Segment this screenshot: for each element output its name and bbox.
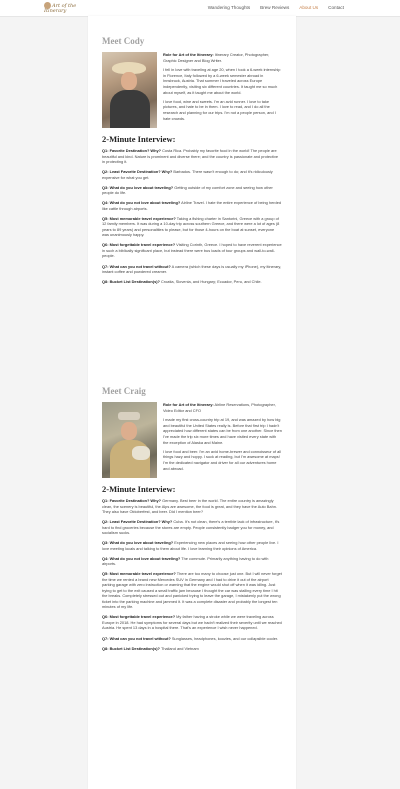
craig-bio-2: I love food and beer. I'm an avid home-brewer and connoisseur of all things hazy and hoppy. I suck at reading, but I'm awesome at maps! I'm the dedicated navigator and driver for all our adventures home and abroad. xyxy=(163,448,281,471)
logo-text: Art of the Itinerary xyxy=(44,3,77,14)
craig-qa-2: Q2: Least Favorite Destination? Why? Cuba. It's not clean, there's a terrible lack of infrastructure, it's hard to find groceries because the stores are empty. People consistently badger you for money, and socialism sucks. xyxy=(102,519,280,536)
craig-qa-8: Q8: Bucket List Destination(s)? Thailand and Vietnam xyxy=(102,645,199,651)
nav-brew-reviews[interactable]: Brew Reviews xyxy=(260,5,290,10)
cody-qa-2: Q2: Least Favorite Destination? Why? Barbados. There wasn't enough to do; and it's ridiculously expensive for what you get. xyxy=(102,169,273,180)
main-content xyxy=(88,16,296,789)
meet-cody-heading: Meet Cody xyxy=(102,36,145,46)
cody-bio-2: I love food, wine and sweets. I'm an avid runner. I love to take pictures, and hate to be in them. I love to read, and I do all the research and planning for our trips. I'm not a people person, and I hate crowds. xyxy=(163,98,276,121)
nav-about-us[interactable]: About Us xyxy=(299,5,319,10)
craig-qa-4: Q4: What do you not love about traveling? The commute. Primarily anything having to do with airports. xyxy=(102,555,269,567)
cody-qa-3: Q3: What do you love about traveling? Getting outside of my comfort zone and seeing how other people do life. xyxy=(102,184,273,196)
cody-photo xyxy=(102,52,157,128)
craig-qa-3: Q3: What do you love about traveling? Experiencing new places and seeing how other people live. I love meeting locals and talking to them about life. I love learning their opinions of America. xyxy=(102,540,279,551)
craig-bio-1: I made my first cross-country trip at 19, and was amazed by how big and beautiful the United States really is. Before that first trip I hadn't appreciated how different states can be from one another. Since then I've made the trip six more times and have visited every state with the exception of Alaska and Maine. xyxy=(163,416,282,445)
site-logo[interactable] xyxy=(44,2,80,14)
craig-role: Role for Art of the Itinerary: Airline Reservations, Photographer, Video Editor and CFO xyxy=(163,402,276,413)
cody-qa-8: Q8: Bucket List Destination(s)? Croatia, Slovenia, and Hungary; Ecuador, Peru, and Chile. xyxy=(102,279,262,285)
site-header xyxy=(0,0,400,17)
cody-qa-1: Q1: Favorite Destination? Why? Costa Rica. Probably my favorite food in the world! The people are beautiful and kind. Nature is prominent and diverse there; and the country is passionate and protective in protecting it. xyxy=(102,148,279,164)
cody-bio-1: I fell in love with traveling at age 20, when I took a 6-week internship in Florence, Italy followed by a 6-week semester abroad in Innsbruck, Austria. That summer I traveled across Europe independently, visiting six different countries. It taught me so much about myself, as it taught me about the world. xyxy=(163,66,281,95)
meet-craig-heading: Meet Craig xyxy=(102,386,146,396)
nav-contact[interactable]: Contact xyxy=(328,5,344,10)
cody-qa-6: Q6: Most forgettable travel experience? Visiting Corinth, Greece. I hoped to have reverent experience in such a biblically significant place, but instead there were bus loads of tour groups and wall-to-wall-people. xyxy=(102,242,282,259)
craig-qa-6: Q6: Most forgettable travel experience? My father having a stroke while we were traveling across Europe in 2018. He had symptoms for several days but we hadn't realized their severity until we reached Austria. He spent 13 days in a hospital there. That's an experience I wish never happened. xyxy=(102,614,282,631)
cody-role: Role for Art of the Itinerary: Itinerary Creator, Photographer, Graphic Designer and Blog Writer. xyxy=(163,52,270,63)
cody-qa-5: Q5: Most memorable travel experience? Taking a fishing charter in Santorini, Greece with a group of 12 family members. It was during a 10-day trip across southern Greece, and there were a lot of ages (8 years to 89 years) and personalities to please, but for those 4-hours on the boat at sunset, everyone was unanimously happy. xyxy=(102,215,280,238)
cody-qa-7: Q7: What can you not travel without? A camera (which these days is usually my iPhone), my itinerary, instant coffee and powdered creamer. xyxy=(102,263,282,275)
cody-interview-title: 2-Minute Interview: xyxy=(102,134,176,144)
cody-bio xyxy=(102,52,282,128)
cody-section xyxy=(102,36,282,289)
craig-qa-1: Q1: Favorite Destination? Why? Germany. Best beer in the world. The entire country is amazingly clean, the scenery is beautiful, the Alps are awesome, the food is great, and they have the Auto Bahn. They also have Oktoberfest, and beer. Did I mention beer? xyxy=(102,498,277,514)
cody-qa-4: Q4: What do you not love about traveling? Airline Travel. I hate the entire experience of being herded like cattle through airports. xyxy=(102,200,282,211)
nav-wandering-thoughts[interactable]: Wandering Thoughts xyxy=(207,5,251,10)
craig-photo xyxy=(102,402,157,478)
craig-bio xyxy=(102,402,282,478)
craig-qa-7: Q7: What can you not travel without? Sunglasses, headphones, koozies, and our collapsible cooler. xyxy=(102,635,279,641)
main-nav xyxy=(208,4,344,12)
craig-section xyxy=(102,386,282,656)
craig-interview-title: 2-Minute Interview: xyxy=(102,484,176,494)
craig-qa-5: Q5: Most memorable travel experience? There are too many to choose just one. But I will never forget the time we rented a brand new Mercedes SUV in Germany and I had to drive it out of the airport parking garage with zero instruction or warning that the engine would shut off when it was idling. Just trying to get to the exit caused a small traffic jam because I thought the car was stalling every time I hit the breaks. Completely stressed out and panicked trying to leave the garage, I mistakenly put the wrong ticket into the parking machine and jammed it. It was a complete disaster and probably the longest ten minutes of my life. xyxy=(102,571,282,610)
